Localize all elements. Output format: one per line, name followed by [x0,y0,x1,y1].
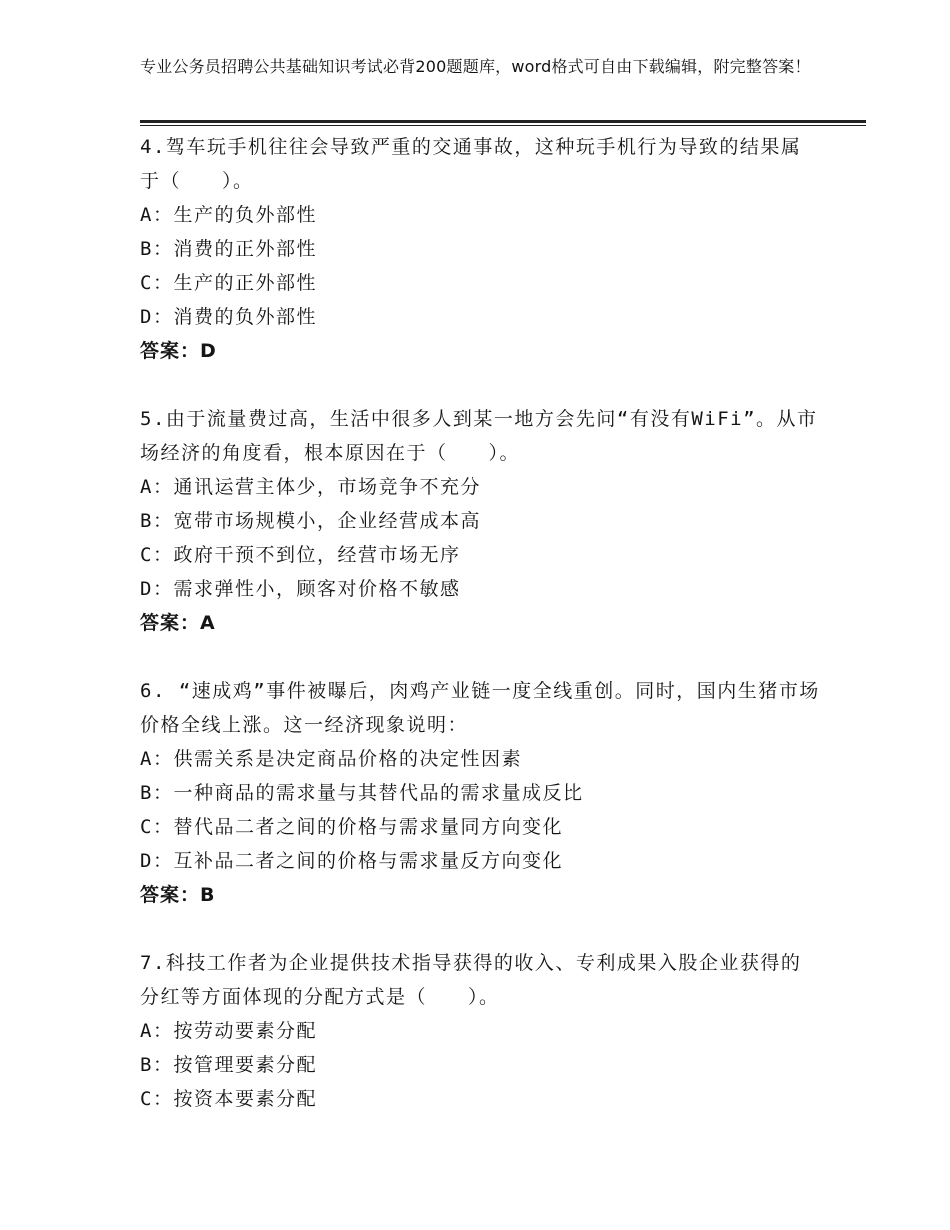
question-6 [140,674,820,912]
question-stem: 4.驾车玩手机往往会导致严重的交通事故，这种玩手机行为导致的结果属于（ ）。 [140,136,802,192]
option-c: C：按资本要素分配 [140,1088,317,1110]
option-c: C：生产的正外部性 [140,272,317,294]
question-stem: 5.由于流量费过高，生活中很多人到某一地方会先问“有没有WiFi”。从市场经济的角度看，根本原因在于（ ）。 [140,408,818,464]
answer-label: 答案：A [140,612,216,634]
option-b: B：消费的正外部性 [140,238,317,260]
option-b: B：一种商品的需求量与其替代品的需求量成反比 [140,782,584,804]
option-a: A：生产的负外部性 [140,204,317,226]
question-stem: 7.科技工作者为企业提供技术指导获得的收入、专利成果入股企业获得的分红等方面体现的分配方式是（ ）。 [140,952,802,1008]
option-a: A：通讯运营主体少，市场竞争不充分 [140,476,481,498]
option-a: A：按劳动要素分配 [140,1020,317,1042]
question-7 [140,946,820,1116]
option-d: D：互补品二者之间的价格与需求量反方向变化 [140,850,563,872]
question-5 [140,402,820,640]
question-spacer [140,640,820,674]
question-stem: 6. “速成鸡”事件被曝后，肉鸡产业链一度全线重创。同时，国内生猪市场价格全线上涨。这一经济现象说明： [140,680,820,736]
option-a: A：供需关系是决定商品价格的决定性因素 [140,748,522,770]
question-list [140,130,820,1116]
header-divider-thin [140,125,866,126]
question-spacer [140,912,820,946]
option-d: D：消费的负外部性 [140,306,317,328]
answer-label: 答案：D [140,340,217,362]
question-spacer [140,368,820,402]
option-b: B：宽带市场规模小，企业经营成本高 [140,510,481,532]
answer-label: 答案：B [140,884,216,906]
question-4 [140,130,820,368]
option-c: C：替代品二者之间的价格与需求量同方向变化 [140,816,563,838]
option-b: B：按管理要素分配 [140,1054,317,1076]
header-divider-thick [140,120,866,123]
document-header: 专业公务员招聘公共基础知识考试必背200题题库，word格式可自由下载编辑，附完整答案！ [140,57,811,76]
option-c: C：政府干预不到位，经营市场无序 [140,544,461,566]
option-d: D：需求弹性小，顾客对价格不敏感 [140,578,461,600]
